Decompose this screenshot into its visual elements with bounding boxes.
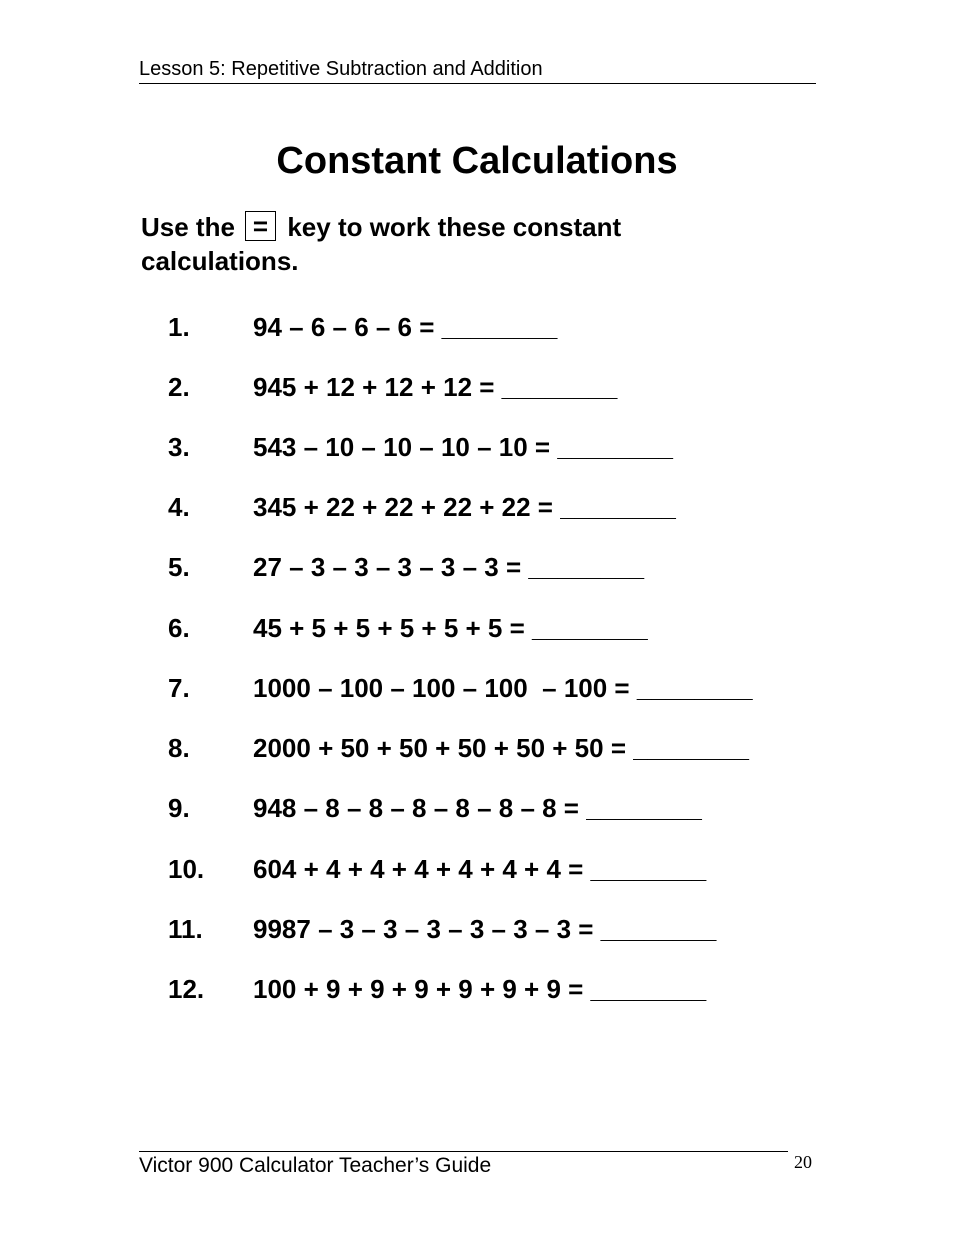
problem-expression: 345 + 22 + 22 + 22 + 22 = ________ <box>253 492 676 522</box>
problem-item <box>168 671 753 705</box>
problem-number: 4. <box>168 492 190 522</box>
problem-expression: 543 – 10 – 10 – 10 – 10 = ________ <box>253 432 673 462</box>
instructions-after-key: key to work these constant calculations. <box>141 212 622 276</box>
problem-number: 8. <box>168 733 190 763</box>
problem-expression: 9987 – 3 – 3 – 3 – 3 – 3 – 3 = ________ <box>253 914 717 944</box>
problem-number: 9. <box>168 793 190 823</box>
problem-expression: 94 – 6 – 6 – 6 = ________ <box>253 312 558 342</box>
problem-expression: 100 + 9 + 9 + 9 + 9 + 9 + 9 = ________ <box>253 974 707 1004</box>
problem-expression: 604 + 4 + 4 + 4 + 4 + 4 + 4 = ________ <box>253 854 707 884</box>
problem-number: 1. <box>168 312 190 342</box>
problem-number: 11. <box>168 914 203 944</box>
problem-expression: 1000 – 100 – 100 – 100 – 100 = ________ <box>253 673 753 703</box>
problem-number: 12. <box>168 974 205 1004</box>
problem-expression: 945 + 12 + 12 + 12 = ________ <box>253 372 618 402</box>
problem-item <box>168 430 673 464</box>
problem-number: 2. <box>168 372 190 402</box>
problem-item <box>168 611 648 645</box>
problem-number: 6. <box>168 613 190 643</box>
problem-expression: 45 + 5 + 5 + 5 + 5 + 5 = ________ <box>253 613 648 643</box>
instructions-before-key: Use the <box>141 212 235 242</box>
problem-number: 10. <box>168 854 205 884</box>
problem-item <box>168 972 706 1006</box>
page-title: Constant Calculations <box>276 140 678 182</box>
page-number: 20 <box>794 1152 812 1172</box>
problem-item <box>168 731 749 765</box>
problem-item <box>168 490 676 524</box>
equals-key-icon: = <box>245 211 276 241</box>
problem-item <box>168 791 702 825</box>
problem-number: 3. <box>168 432 190 462</box>
problem-item <box>168 852 706 886</box>
problem-expression: 948 – 8 – 8 – 8 – 8 – 8 – 8 = ________ <box>253 793 702 823</box>
problem-number: 5. <box>168 552 190 582</box>
problem-expression: 2000 + 50 + 50 + 50 + 50 + 50 = ________ <box>253 733 749 763</box>
problem-expression: 27 – 3 – 3 – 3 – 3 – 3 = ________ <box>253 552 645 582</box>
problem-item <box>168 370 617 404</box>
problem-item <box>168 912 716 946</box>
running-header: Lesson 5: Repetitive Subtraction and Addition <box>139 57 816 84</box>
problem-item <box>168 310 557 344</box>
problem-number: 7. <box>168 673 190 703</box>
problem-item <box>168 550 644 584</box>
running-footer: Victor 900 Calculator Teacher’s Guide <box>139 1151 788 1179</box>
